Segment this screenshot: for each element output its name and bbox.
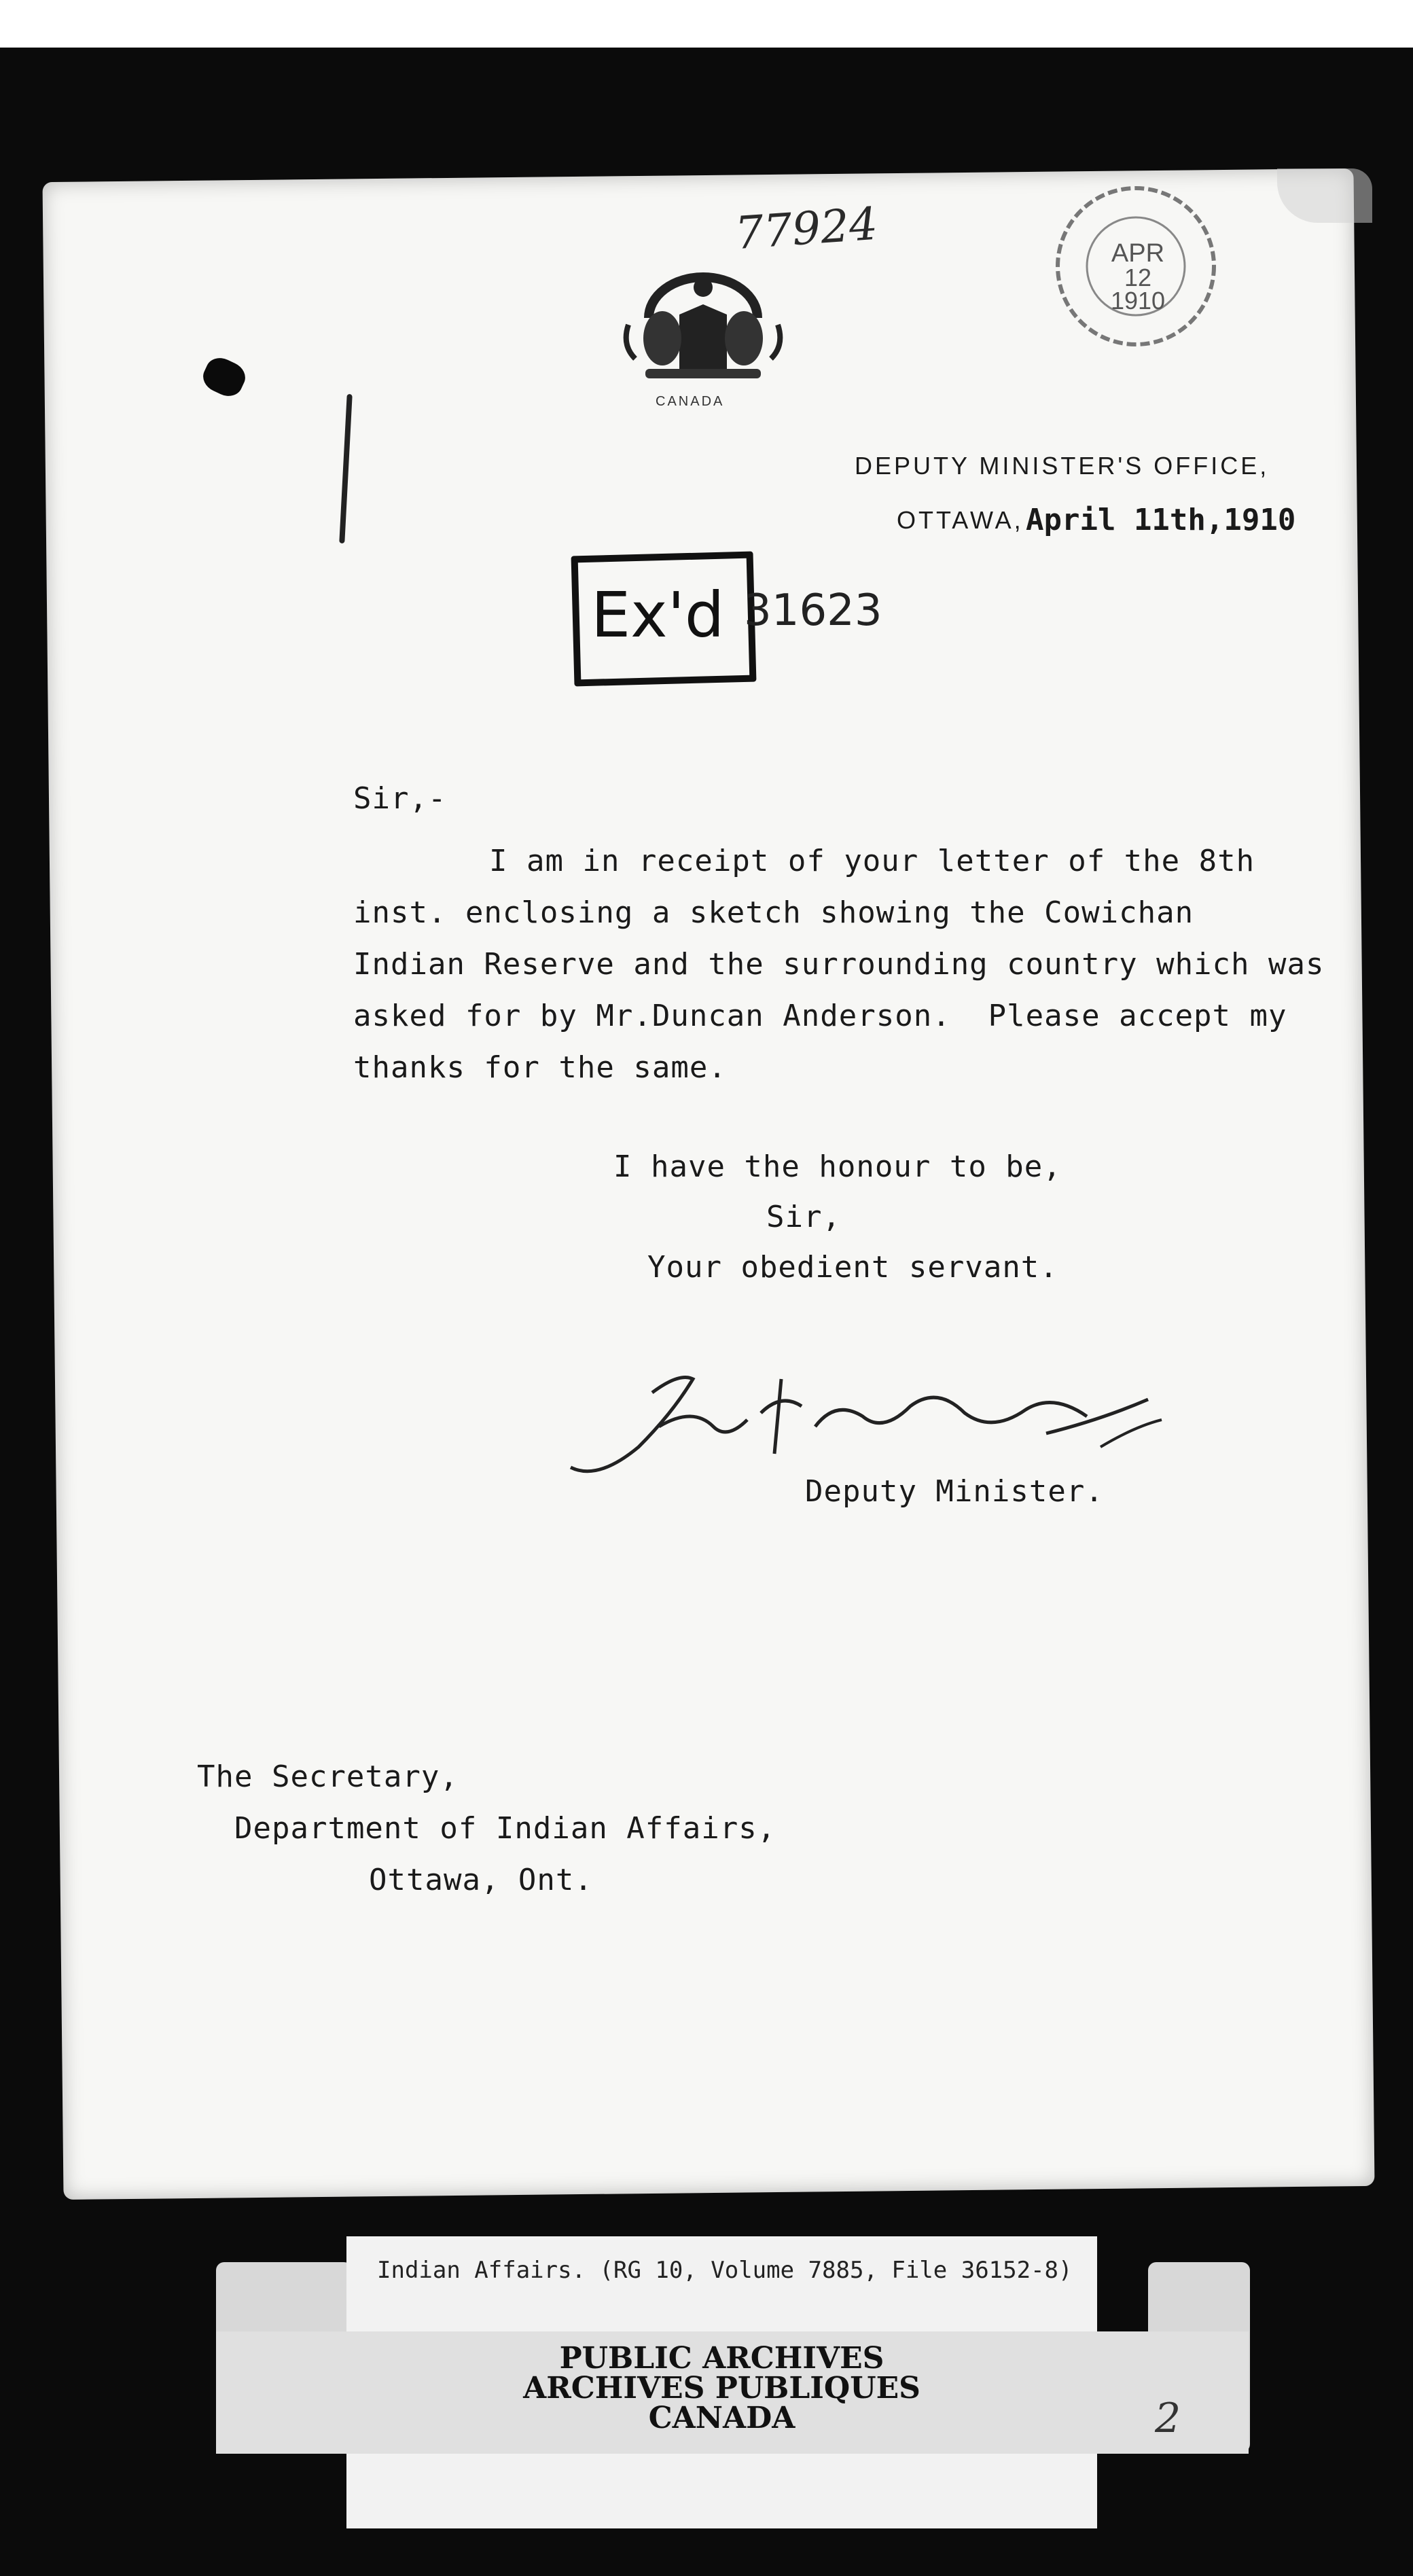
stamp-day: 12 bbox=[1124, 264, 1152, 291]
stamp-year: 1910 bbox=[1110, 287, 1166, 315]
letterhead-city: OTTAWA, bbox=[897, 506, 1024, 534]
salutation: Sir,- bbox=[353, 781, 447, 816]
addressee-line: Ottawa, Ont. bbox=[369, 1863, 593, 1897]
scan-top-margin bbox=[0, 0, 1413, 48]
archive-title-line: CANADA bbox=[648, 2401, 795, 2435]
exd-stamp-label: Ex'd bbox=[591, 579, 725, 651]
body-line: thanks for the same. bbox=[353, 1050, 727, 1085]
handwritten-file-number: 77924 bbox=[733, 197, 880, 260]
closing-line: Sir, bbox=[766, 1200, 841, 1234]
crest-label: CANADA bbox=[656, 394, 725, 409]
department-crest-icon bbox=[608, 257, 798, 413]
letter-date: April 11th,1910 bbox=[1026, 503, 1296, 537]
handwritten-signature-icon bbox=[557, 1352, 1202, 1488]
archive-page-mark: 2 bbox=[1155, 2395, 1181, 2442]
closing-line: I have the honour to be, bbox=[613, 1149, 1062, 1184]
archive-title-line: ARCHIVES PUBLIQUES bbox=[523, 2371, 920, 2405]
body-line: asked for by Mr.Duncan Anderson. Please accept my bbox=[353, 999, 1287, 1033]
body-line: inst. enclosing a sketch showing the Cowichan bbox=[353, 895, 1194, 930]
addressee-line: Department of Indian Affairs, bbox=[234, 1811, 776, 1846]
closing-line: Your obedient servant. bbox=[647, 1250, 1058, 1285]
archive-title bbox=[346, 2341, 1097, 2435]
stamp-month: APR bbox=[1111, 239, 1165, 268]
exd-stamp-number: 31623 bbox=[744, 586, 882, 636]
addressee-line: The Secretary, bbox=[197, 1759, 459, 1794]
archive-reference: Indian Affairs. (RG 10, Volume 7885, File 36152-8) bbox=[377, 2257, 1073, 2284]
letterhead-office: DEPUTY MINISTER'S OFFICE, bbox=[855, 452, 1270, 480]
body-line: I am in receipt of your letter of the 8th bbox=[489, 844, 1255, 878]
archive-title-line: PUBLIC ARCHIVES bbox=[559, 2341, 884, 2376]
body-line: Indian Reserve and the surrounding country which was bbox=[353, 947, 1325, 982]
signature-title: Deputy Minister. bbox=[805, 1474, 1104, 1509]
